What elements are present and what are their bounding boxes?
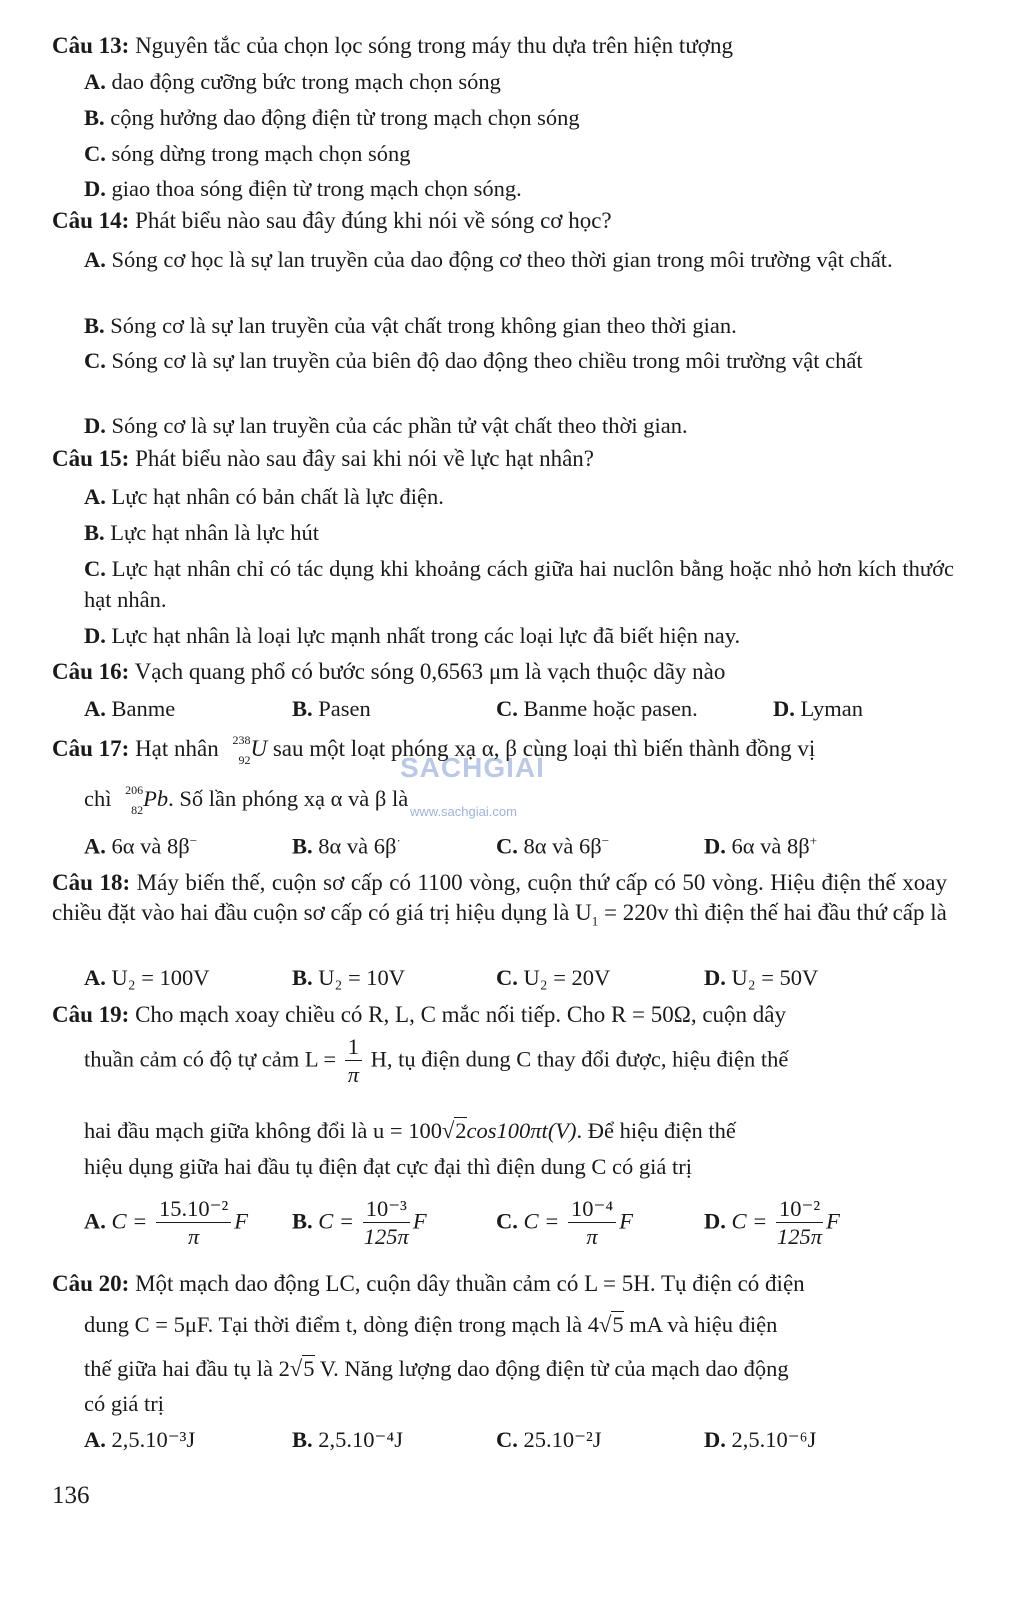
option-a: A. Sóng cơ học là sự lan truyền của dao động cơ theo thời gian trong môi trường vật chất. bbox=[84, 247, 893, 272]
inductance-fraction: $\frac{1}{\pi}$ bbox=[345, 1034, 362, 1089]
watermark-url: www.sachgiai.com bbox=[410, 804, 517, 819]
question-14 bbox=[52, 208, 952, 234]
question-18: Câu 18: Máy biến thế, cuộn sơ cấp có 1100 vòng, cuộn thứ cấp có 50 vòng. Hiệu điện thế xoay chiều đặt vào hai đầu cuộn sơ cấp có giá trị hiệu dụng là $U_1 = 220v$ thì điện thế hai đầu thứ cấp là bbox=[52, 870, 947, 929]
option-b: B. 8α và 6β· bbox=[292, 833, 401, 859]
question-text: Phát biểu nào sau đây đúng khi nói về sóng cơ học? bbox=[135, 208, 612, 233]
option-a: A. C = $\frac{\text{15.10⁻²}}{\pi}$ F bbox=[84, 1196, 248, 1249]
question-20-line3: thế giữa hai đầu tụ là 2√5 V. Năng lượng dao động điện từ của mạch dao động bbox=[84, 1356, 789, 1381]
uranium-nuclide: 238 92 bbox=[232, 732, 251, 767]
question-label: Câu 14: bbox=[52, 208, 130, 233]
option-b: B. U₂ = 10V bbox=[292, 965, 406, 990]
option-d: D. giao thoa sóng điện từ trong mạch chọn sóng. bbox=[84, 176, 522, 201]
page-number: 136 bbox=[52, 1482, 90, 1509]
option-c: C. Lực hạt nhân chỉ có tác dụng khi khoảng cách giữa hai nuclôn bằng hoặc nhỏ hơn kích thước hạt nhân. bbox=[84, 556, 954, 612]
option-c: C. U₂ = 20V bbox=[496, 965, 611, 990]
option-b: B. Sóng cơ là sự lan truyền của vật chất trong không gian theo thời gian. bbox=[84, 313, 737, 338]
question-label: Câu 20: bbox=[52, 1271, 130, 1296]
option-a: A. Lực hạt nhân có bản chất là lực điện. bbox=[84, 484, 444, 509]
option-c: C. C = $\frac{\text{10⁻⁴}}{\pi}$ F bbox=[496, 1196, 633, 1249]
question-20: Câu 20: Một mạch dao động LC, cuộn dây thuần cảm có L = 5H. Tụ điện có điện bbox=[52, 1271, 805, 1296]
option-d: D. 6α và 8β+ bbox=[704, 833, 818, 859]
watermark-logo: SACHGIAI bbox=[400, 752, 545, 783]
question-label: Câu 17: bbox=[52, 736, 130, 761]
option-c: C. Banme hoặc pasen. bbox=[496, 696, 698, 721]
option-b: B. Lực hạt nhân là lực hút bbox=[84, 520, 319, 545]
question-19-line3: hai đầu mạch giữa không đổi là u = 100√2cos100πt(V). Để hiệu điện thế bbox=[84, 1118, 736, 1143]
question-label: Câu 18: bbox=[52, 870, 131, 895]
question-17: Câu 17: Hạt nhân 238 92 U sau một loạt phóng xạ α, β cùng loại thì biến thành đồng vị bbox=[52, 732, 816, 767]
option-d: D. U₂ = 50V bbox=[704, 965, 819, 990]
question-text: Nguyên tắc của chọn lọc sóng trong máy thu dựa trên hiện tượng bbox=[135, 33, 733, 58]
option-d: D. Sóng cơ là sự lan truyền của các phần tử vật chất theo thời gian. bbox=[84, 413, 688, 438]
option-c: C. 8α và 6β− bbox=[496, 833, 610, 859]
question-20-line2: dung C = 5μF. Tại thời điểm t, dòng điện trong mạch là 4√5 mA và hiệu điện bbox=[84, 1312, 778, 1337]
option-c: C. 25.10⁻²J bbox=[496, 1427, 602, 1452]
question-text: Vạch quang phổ có bước sóng 0,6563 μm là vạch thuộc dãy nào bbox=[134, 659, 726, 684]
question-13 bbox=[52, 33, 952, 59]
question-20-line4: có giá trị bbox=[84, 1391, 164, 1416]
option-b: B. C = $\frac{\text{10⁻³}}{125\pi}$ F bbox=[292, 1196, 427, 1249]
question-label: Câu 16: bbox=[52, 659, 130, 684]
question-label: Câu 13: bbox=[52, 33, 130, 58]
lead-nuclide: 206 82 bbox=[125, 782, 144, 817]
option-a: A. 2,5.10⁻³J bbox=[84, 1427, 196, 1452]
option-c: C. Sóng cơ là sự lan truyền của biên độ dao động theo chiều trong môi trường vật chất bbox=[84, 348, 863, 373]
option-a: A. 6α và 8β− bbox=[84, 833, 198, 859]
question-19-line4: hiệu dụng giữa hai đầu tụ điện đạt cực đại thì điện dung C có giá trị bbox=[84, 1154, 692, 1179]
question-label: Câu 19: bbox=[52, 1002, 130, 1027]
option-a: A. Banme bbox=[84, 696, 176, 721]
option-a: A. dao động cưỡng bức trong mạch chọn sóng bbox=[84, 69, 501, 94]
question-19: Câu 19: Cho mạch xoay chiều có R, L, C mắc nối tiếp. Cho R = 50Ω, cuộn dây bbox=[52, 1002, 787, 1027]
question-text: Phát biểu nào sau đây sai khi nói về lực hạt nhân? bbox=[135, 446, 594, 471]
question-label: Câu 15: bbox=[52, 446, 130, 471]
option-d: D. Lyman bbox=[773, 696, 863, 721]
option-d: D. Lực hạt nhân là loại lực mạnh nhất trong các loại lực đã biết hiện nay. bbox=[84, 623, 741, 648]
question-15 bbox=[52, 446, 952, 472]
question-17-cont: chì 206 82 Pb. Số lần phóng xạ α và β là bbox=[84, 782, 409, 817]
question-16 bbox=[52, 659, 952, 685]
option-b: B. cộng hưởng dao động điện từ trong mạch chọn sóng bbox=[84, 105, 580, 130]
option-a: A. U₂ = 100V bbox=[84, 965, 210, 990]
option-d: D. 2,5.10⁻⁶J bbox=[704, 1427, 817, 1452]
option-c: C. sóng dừng trong mạch chọn sóng bbox=[84, 141, 411, 166]
question-19-line2: thuần cảm có độ tự cảm L = $\frac{1}{\pi}$ H, tụ điện dung C thay đổi được, hiệu điện thế bbox=[84, 1034, 789, 1087]
option-b: B. Pasen bbox=[292, 696, 371, 721]
option-b: B. 2,5.10⁻⁴J bbox=[292, 1427, 403, 1452]
option-d: D. C = $\frac{\text{10⁻²}}{125\pi}$ F bbox=[704, 1196, 840, 1249]
